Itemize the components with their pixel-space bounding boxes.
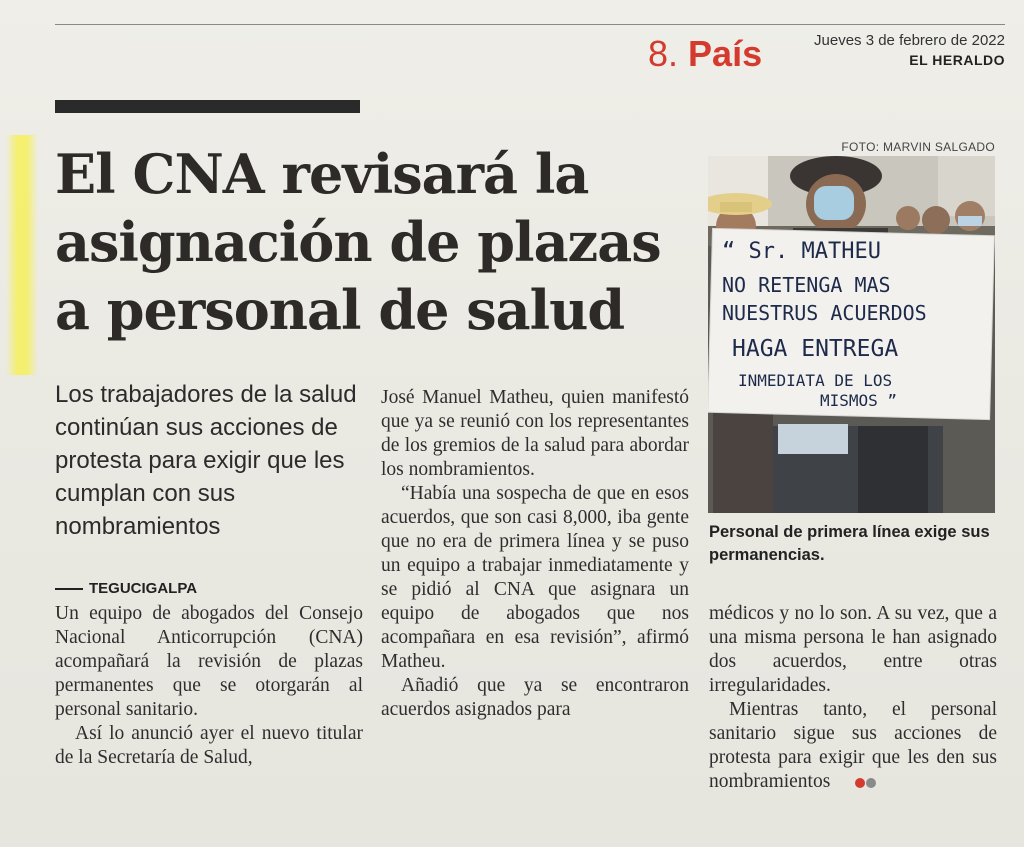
paragraph: José Manuel Matheu, quien manifestó que ya se reunió con los representantes de los gremios de la salud para abordar los nombramientos. [381, 387, 689, 480]
paragraph: médicos y no lo son. A su vez, que a una misma persona le han asignado dos acuerdos, entre otras irregularidades. [709, 603, 997, 696]
end-mark-icon [834, 770, 876, 794]
sign-line: INMEDIATA DE LOS [738, 371, 893, 390]
section-name: País [688, 33, 763, 74]
section-heading [648, 32, 762, 76]
section-number: 8. [648, 33, 679, 74]
sign-line: NUESTRUS ACUERDOS [722, 301, 927, 325]
photo-credit: FOTO: MARVIN SALGADO [841, 140, 995, 154]
sign-line: HAGA ENTREGA [732, 336, 899, 362]
paragraph [709, 698, 997, 794]
article-column-1 [55, 602, 363, 770]
top-rule [55, 24, 1005, 25]
headline-bar [55, 100, 360, 113]
headline: El CNA revisará la asignación de plazas a personal de salud [55, 142, 661, 342]
dateline [55, 580, 197, 597]
newspaper-name: EL HERALDO [909, 52, 1005, 68]
paragraph: Añadió que ya se encontraron acuerdos asignados para [381, 675, 689, 720]
sign-line: NO RETENGA MAS [722, 273, 891, 297]
sign-line: “ Sr. MATHEU [722, 239, 881, 264]
paragraph: “Había una sospecha de que en esos acuerdos, que son casi 8,000, iba gente que no era de primera línea y se puso un equipo a trabajar inmediatamente y se pidió al CNA que asignara un equipo de abogados que nos acompañara en esa revisión”, afirmó Matheu. [381, 483, 689, 672]
closing-paragraph-text: Mientras tanto, el personal sanitario sigue sus acciones de protesta para exigir que les den sus nombramientos [709, 699, 997, 792]
dateline-text: TEGUCIGALPA [89, 580, 198, 597]
protest-photo-illustration [708, 156, 995, 513]
protest-photo [708, 156, 995, 513]
article-column-3 [709, 602, 997, 794]
paragraph: Así lo anunció ayer el nuevo titular de la Secretaría de Salud, [55, 723, 363, 768]
issue-date: Jueves 3 de febrero de 2022 [814, 32, 1005, 49]
dateline-rule [55, 588, 83, 590]
highlighter-mark [6, 135, 38, 375]
photo-caption: Personal de primera línea exige sus permanencias. [709, 523, 990, 564]
article-column-2 [381, 386, 689, 722]
paragraph: Un equipo de abogados del Consejo Nacional Anticorrupción (CNA) acompañará la revisión de plazas permanentes que se otorgarán al personal sanitario. [55, 603, 363, 720]
subheadline: Los trabajadores de la salud continúan sus acciones de protesta para exigir que les cumplan con sus nombramientos [55, 381, 357, 540]
sign-line: MISMOS ” [820, 391, 898, 410]
